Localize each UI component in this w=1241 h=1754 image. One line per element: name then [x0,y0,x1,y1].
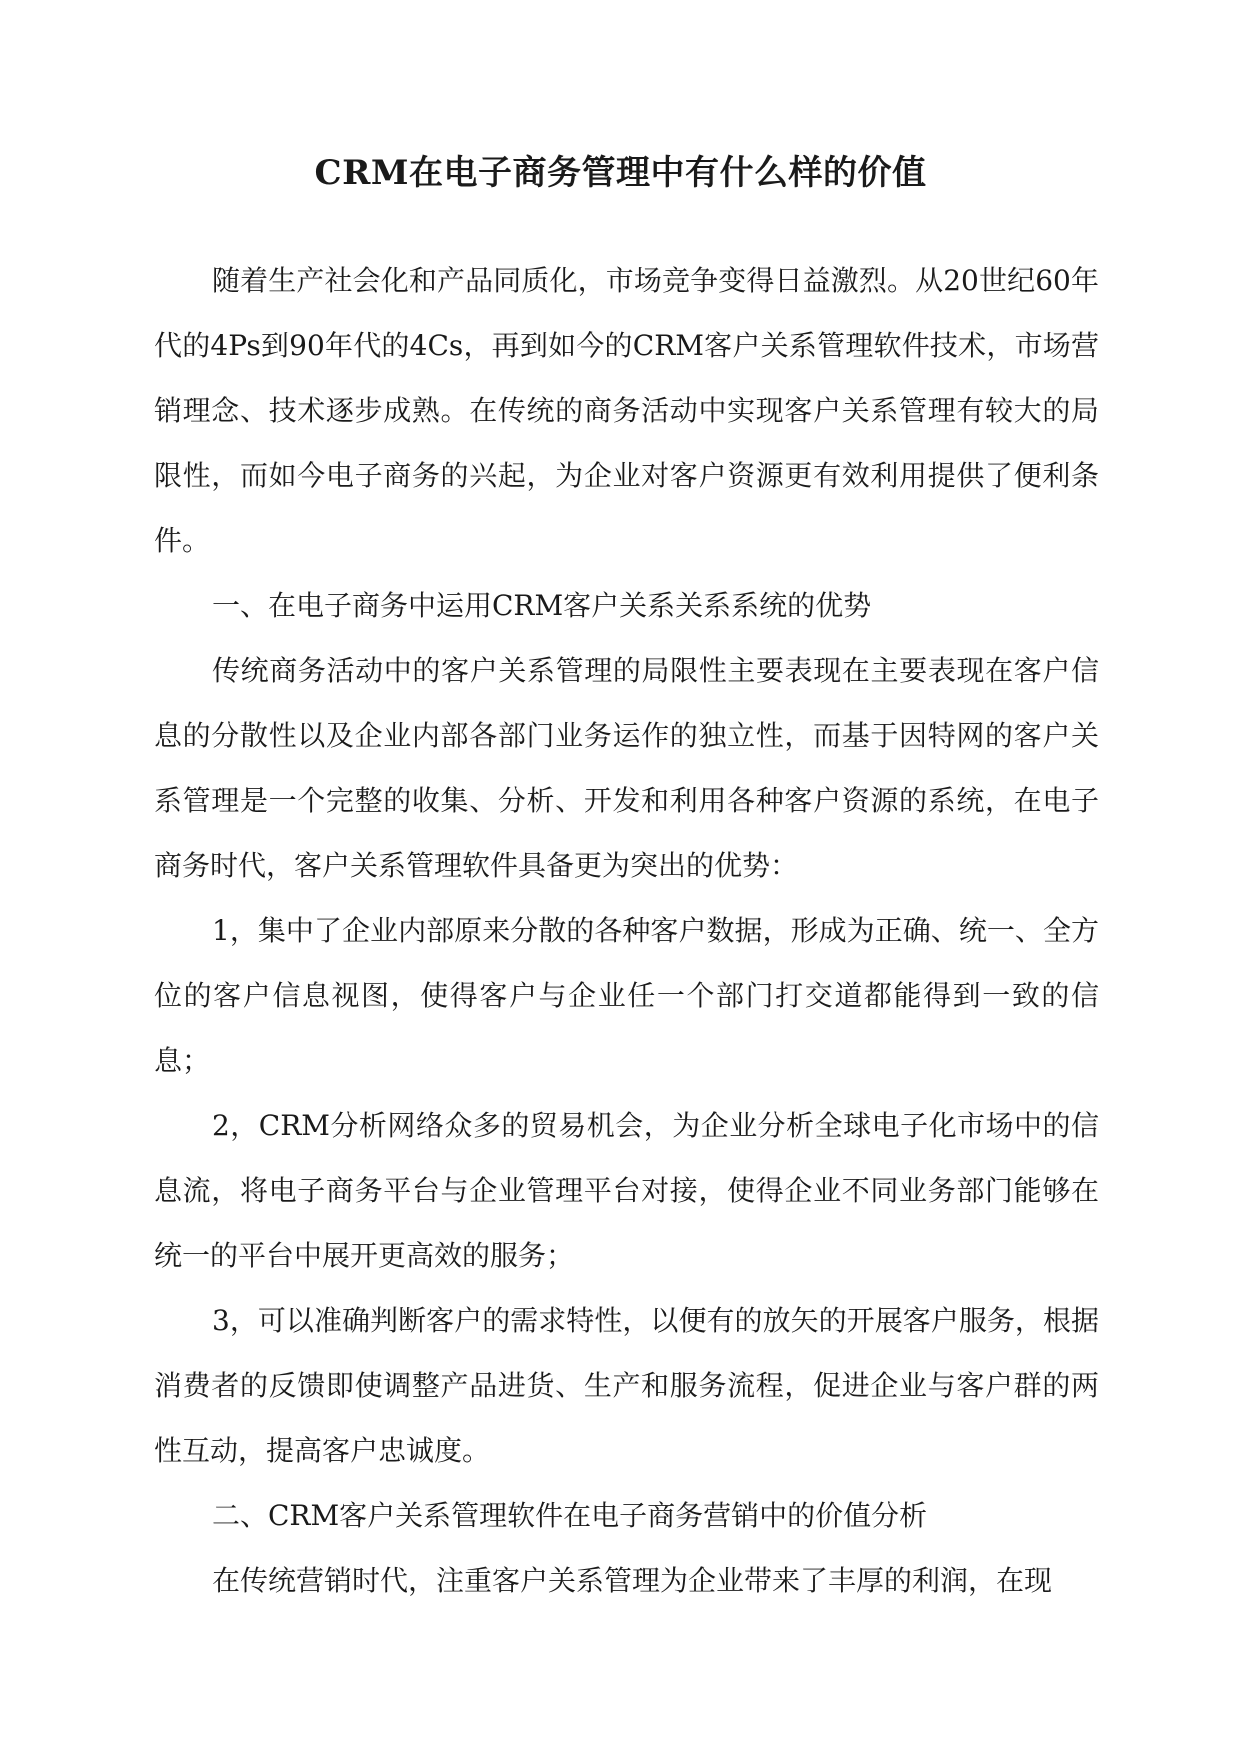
list-item-1: 1，集中了企业内部原来分散的各种客户数据，形成为正确、统一、全方位的客户信息视图，使得客户与企业任一个部门打交道都能得到一致的信息； [154,914,1099,1077]
list-item-3: 3，可以准确判断客户的需求特性，以便有的放矢的开展客户服务，根据消费者的反馈即使调整产品进货、生产和服务流程，促进企业与客户群的两性互动，提高客户忠诚度。 [154,1304,1099,1467]
section-heading-value: 二、CRM客户关系管理软件在电子商务营销中的价值分析 [212,1499,928,1532]
section-heading-advantages: 一、在电子商务中运用CRM客户关系关系系统的优势 [212,589,872,622]
paragraph-traditional-marketing: 在传统营销时代，注重客户关系管理为企业带来了丰厚的利润，在现 [212,1564,1053,1597]
paragraph-limitations: 传统商务活动中的客户关系管理的局限性主要表现在主要表现在客户信息的分散性以及企业内部各部门业务运作的独立性，而基于因特网的客户关系管理是一个完整的收集、分析、开发和利用各种客户资源的系统，在电子商务时代，客户关系管理软件具备更为突出的优势： [154,654,1099,882]
list-item-2: 2，CRM分析网络众多的贸易机会，为企业分析全球电子化市场中的信息流，将电子商务平台与企业管理平台对接，使得企业不同业务部门能够在统一的平台中展开更高效的服务； [154,1109,1099,1272]
document-body [154,248,1099,1613]
paragraph-intro: 随着生产社会化和产品同质化，市场竞争变得日益激烈。从20世纪60年代的4Ps到90年代的4Cs，再到如今的CRM客户关系管理软件技术，市场营销理念、技术逐步成熟。在传统的商务活动中实现客户关系管理有较大的局限性，而如今电子商务的兴起，为企业对客户资源更有效利用提供了便利条件。 [154,264,1099,557]
document-title: CRM在电子商务管理中有什么样的价值 [314,152,927,193]
